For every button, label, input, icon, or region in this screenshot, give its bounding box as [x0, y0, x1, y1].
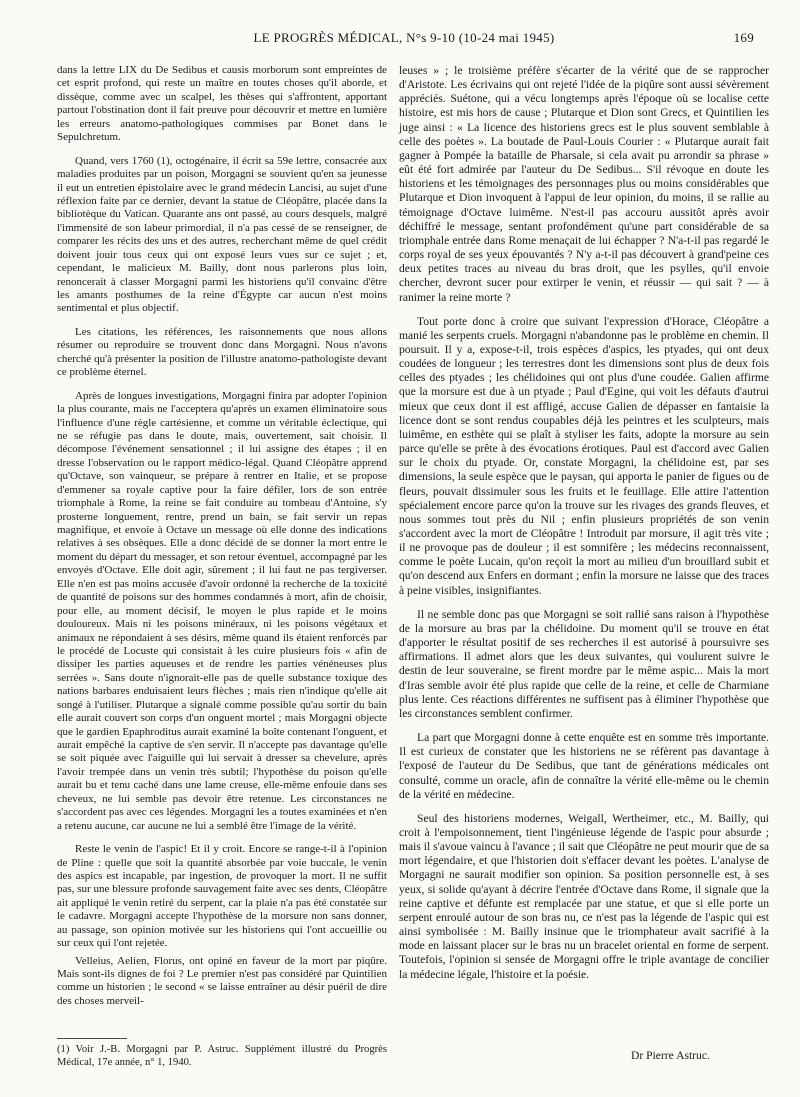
paragraph: Après de longues investigations, Morgagni finira par adopter l'opinion la plus courante, mais ne l'acceptera qu'après un examen éliminatoire sous l'influence d'une règle cartésienne, et comme un véritable éclectique, qui ne se réfugie pas dans le doute, mais, ouvertement, sait choisir. Il décompose l'événement sensationnel ; il lui assigne des étapes ; il en dresse l'observation ou le rapport médico-légal. Quand Cléopâtre apprend qu'Octave, son vainqueur, se prépare à rentrer en Italie, et se propose d'emmener sa royale captive pour la faire défiler, lors de son entrée triomphale à Rome, la reine se fait conduire au tombeau d'Antoine, s'y prosterne longuement, rentre, prend un bain, se fait servir un repas magnifique, et envoie à Octave un message où elle donne des indications relatives à ses obsèques. Elle a donc décidé de se donner la mort entre le moment du départ du messager, et son retour éventuel, accompagné par les envoyés d'Octave. Elle doit agir, sûrement ; il lui faut ne pas tergiverser. Elle n'en est pas moins accusée d'avoir ordonné la recherche de la toxicité de quantité de poisons sur des hommes condamnés à mort, afin de choisir, pour elle, au moment décisif, le moyen le plus rapide et le moins douloureux. Mais ni les poisons minéraux, ni les poisons végétaux et animaux ne répondaient à ses désirs, même quand ils étaient renforcés par le procédé de Locuste qui consistait à les cuire plusieurs fois « afin de dissiper les parties aqueuses et de rendre les parties vénéneuses plus serrées ». Sans doute n'ignorait-elle pas de quelle substance toxique des nations barbares enduisaient leurs flèches ; mais rien n'indique qu'elle ait songé à l'utiliser. Plutarque a signalé comme possible qu'au sortir du bain elle aurait couvert son corps d'un onguent mortel ; mais Morgagni objecte que le gardien Epaphroditus aurait examiné la boîte contenant l'onguent, et aurait empêché la captive de s'en servir. Il n'accepte pas davantage qu'elle se soit piquée avec l'aiguille qui lui servait à dresser sa chevelure, après l'avoir trempée dans un venin très subtil; l'hypothèse du poison qu'elle aurait bu et tenu caché dans une lame creuse, elle-même enfouie dans ses cheveux, ne lui semble pas devoir être retenue. Les circonstances ne s'accordent pas avec ces légendes. Morgagni les a toutes examinées et n'en a retenu aucune, car aucune ne lui a semblé être l'image de la vérité. [57, 389, 387, 832]
page-header [54, 30, 754, 48]
paragraph: Reste le venin de l'aspic! Et il y croit. Encore se range-t-il à l'opinion de Pline : quelle que soit la quantité absorbée par voie buccale, le venin des aspics est incapable, par ingestion, de provoquer la mort. Il ne suffit pas, sur une blessure profonde sauvagement faite avec ses dents, Cléopâtre ait appliqué le venin retiré du serpent, car la plaie n'a pas été constatée sur le cadavre. Morgagni accepte l'hypothèse de la morsure non sans donner, au passage, son opinion motivée sur les historiens qui l'ont accueillie ou sur ceux qui l'ont rejetée. [57, 843, 387, 950]
author-signature: Dr Pierre Astruc. [631, 1049, 710, 1062]
paragraph: Tout porte donc à croire que suivant l'expression d'Horace, Cléopâtre a manié les serpents cruels. Morgagni n'abandonne pas le problème en chemin. Il poursuit. Il y a, expose-t-il, trois espèces d'aspics, les ptyades, qui ont deux coudées de longueur ; les terrestres dont les dimensions sont plus de deux fois celles des ptyades ; les chélidoines qui ont plus d'une coudée. Galien affirme que la morsure est due à un ptyade ; Paul d'Egine, qui voit les défauts d'autrui mieux que ceux dont il est affligé, accuse Galien de dépasser en fantaisie la licence dont se sont rendus coupables déjà les peintres et les sculpteurs, mais luimême, en esthète qui se plaît à styliser les faits, adopte la morsure au sein parce qu'elle se prête à des évocations érotiques. Paul est d'accord avec Galien sur le choix du ptyade. Or, constate Morgagni, la chélidoine est, par ses dimensions, la seule espèce que le paysan, qui apporta le panier de figues ou de fleurs, pouvait dissimuler sous les fruits et le feuillage. Elle attire l'attention spécialement encore parce qu'on la trouve sur les rivages des grands fleuves, et nous sommes tout près du Nil ; enfin plusieurs propriétés de son venin s'accordent avec la mort de Cléopâtre ! Introduit par morsure, il agit très vite ; il ne provoque pas de douleur ; il est somnifère ; les médecins reconnaissent, comme le poète Lucain, qu'on reçoit la mort au milieu d'un brouillard subit et qu'on descend aux Enfers en dormant ; enfin la morsure ne laisse que des traces à peine visibles, insignifiantes. [399, 314, 769, 597]
paragraph: leuses » ; le troisième préfère s'écarter de la vérité que de se rapprocher d'Aristote. Les écrivains qui ont rejeté l'idée de la piqûre sont aussi sévèrement appréciés. Suétone, qui a vécu longtemps après l'époque où se localise cette histoire, est mis hors de cause ; Plutarque et Dion sont Grecs, et Quintilien les juge ainsi : « La licence des historiens grecs est le plus souvent semblable à celle des poètes ». La boutade de Paul-Louis Courier : « Plutarque aurait fait gagner à Pompée la bataille de Pharsale, si cela avait pu arrondir sa phrase » eût été fort admirée par l'auteur du De Sedibus... S'il révoque en doute les historiens et les témoignages des personnages plus ou moins considérables que Plutarque et Dion invoquent à l'appui de leur opinion, du moins, il se rallie au témoignage d'Octave luimême. N'est-il pas accouru aussitôt après avoir déchiffré le message, sentant profondément qu'une part considérable de sa triomphale entrée dans Rome menaçait de lui échapper ? N'a-t-il pas regardé le corps royal de ses yeux épouvantés ? N'y a-t-il pas découvert à grand'peine ces deux petites traces au niveau du bras droit, que les psylles, qu'il envoie chercher, devront sucer pour extirper le venin, et réussir — qui sait ? — à ranimer la reine morte ? [399, 64, 769, 304]
right-column [399, 64, 769, 992]
left-column [57, 64, 387, 1018]
paragraph: Les citations, les références, les raisonnements que nous allons résumer ou reproduire se trouvent donc dans Morgagni. Nous n'avons cherché qu'à présenter la position de l'illustre anatomo-pathologiste devant ce problème éternel. [57, 325, 387, 379]
page-number: 169 [733, 30, 754, 45]
paragraph: La part que Morgagni donne à cette enquête est en somme très importante. Il est curieux de constater que les historiens ne se réfèrent pas davantage à l'exposé de l'auteur du De Sedibus, que tant de générations médicales ont consulté, comme un oracle, afin de connaître la vérité elle-même ou le chemin de la vérité en médecine. [399, 731, 769, 801]
paragraph: Il ne semble donc pas que Morgagni se soit rallié sans raison à l'hypothèse de la morsure au bras par la chélidoine. Du moment qu'il se trouve en état d'apporter le résultat positif de ses recherches il est autorisé à poursuivre ses affirmations. Il admet alors que les deux suivantes, qui voulurent suivre le destin de leur souveraine, se firent mordre par le même aspic... Mais la mort d'Iras semble avoir été plus rapide que celle de la reine, et celle de Charmiane plus lente. Ces réactions différentes ne suffisent pas à éliminer l'hypothèse que les circonstances semblent confirmer. [399, 607, 769, 720]
paragraph: Seul des historiens modernes, Weigall, Wertheimer, etc., M. Bailly, qui croit à l'empoisonnement, tient l'ingénieuse légende de l'aspic pour absurde ; mais il s'avoue vaincu à l'avance ; il sait que Cléopâtre ne peut mourir que de sa mort légendaire, et que l'historien doit s'effacer devant les poètes. L'analyse de Morgagni ne saurait modifier son opinion. Sa position personnelle est, à ses yeux, si solide qu'ayant à décrire l'entrée d'Octave dans Rome, il signale que la reine captive et défunte est remplacée par une statue, et que si elle porte un serpent enroulé autour de son bras nu, ce n'est pas la légende de l'aspic qui est ainsi symbolisée : M. Bailly insinue que le triomphateur avait sacrifié à la mode en laissant placer sur le bras nu un bracelet oriental en forme de serpent. Toutefois, l'opinion si sensée de Morgagni offre le triple avantage de concilier la médecine légale, l'histoire et la poésie. [399, 811, 769, 981]
footnote: (1) Voir J.-B. Morgagni par P. Astruc. Supplément illustré du Progrès Médical, 17e année, n° 1, 1940. [57, 1044, 387, 1068]
paragraph: Velleius, Aelien, Florus, ont opiné en faveur de la mort par piqûre. Mais sont-ils dignes de foi ? Le premier n'est pas considéré par Quintilien comme un historien ; le second « se laisse entraîner au désir puéril de dire des choses merveil- [57, 954, 387, 1007]
journal-title: LE PROGRÈS MÉDICAL, N°s 9-10 (10-24 mai 1945) [253, 30, 555, 45]
paragraph: dans la lettre LIX du De Sedibus et causis morborum sont empreintes de cet esprit profond, qui reste un maître en toutes choses qu'il aborde, et dissèque, comme avec un scalpel, les thèses qui s'affrontent, apportant partout l'obstination dont il fait preuve pour découvrir et mettre en lumière les erreurs anatomo-pathologiques commises par Bonet dans le Sepulchretum. [57, 64, 387, 144]
paragraph: Quand, vers 1760 (1), octogénaire, il écrit sa 59e lettre, consacrée aux maladies produites par un poison, Morgagni se souvient qu'en sa jeunesse il eut un entretien épistolaire avec le grand médecin Lancisi, au sujet d'une réflexion faite par ce dernier, devant la statue de Cléopâtre, placée dans la bibliotèque du Vatican. Quarante ans ont passé, au cours desquels, malgré l'immensité de son labeur primordial, il n'a pas cessé de se renseigner, de comparer les récits des uns et des autres, recherchant même de quel crédit doivent jouir tous ceux qui ont exposé leurs vues sur ce sujet ; et, cependant, le malicieux M. Bailly, dont nous parlerons plus loin, renoncerait à classer Morgagni parmi les historiens qu'il convainc d'être les amants posthumes de la reine d'Égypte car aucun n'est moins sentimental et plus objectif. [57, 154, 387, 315]
footnote-divider [57, 1038, 127, 1039]
